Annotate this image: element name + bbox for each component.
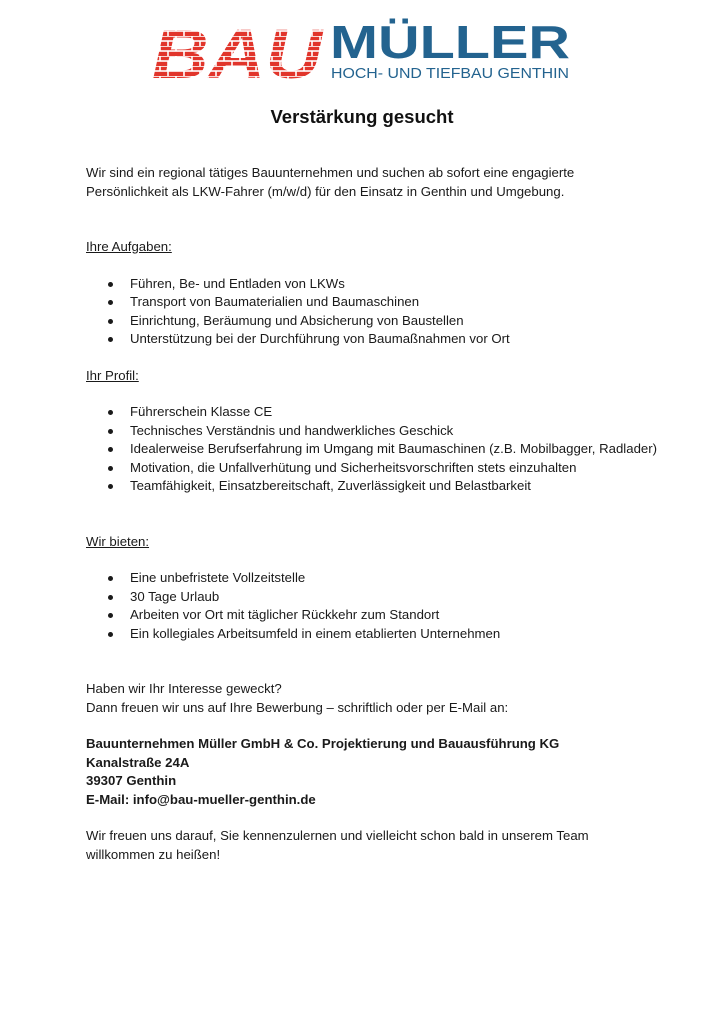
outro-line: Wir freuen uns darauf, Sie kennenzulernen und vielleicht schon bald in unserem Team bbox=[86, 828, 589, 843]
closing-line: Haben wir Ihr Interesse geweckt? bbox=[86, 681, 282, 696]
logo-word-bau: BAU bbox=[152, 16, 324, 86]
list-item: Eine unbefristete Vollzeitstelle bbox=[108, 569, 686, 588]
contact-company: Bauunternehmen Müller GmbH & Co. Projektierung und Bauausführung KG bbox=[86, 736, 560, 751]
profile-heading: Ihr Profil: bbox=[86, 367, 139, 383]
closing-line: Dann freuen wir uns auf Ihre Bewerbung – schriftlich oder per E-Mail an: bbox=[86, 699, 509, 715]
list-item: Führen, Be- und Entladen von LKWs bbox=[108, 275, 686, 294]
list-item: Transport von Baumaterialien und Baumaschinen bbox=[108, 293, 686, 312]
list-item: 30 Tage Urlaub bbox=[108, 588, 686, 607]
list-item: Ein kollegiales Arbeitsumfeld in einem etablierten Unternehmen bbox=[108, 625, 686, 644]
contact-street: Kanalstraße 24A bbox=[86, 754, 190, 770]
outro-line: willkommen zu heißen! bbox=[86, 846, 221, 862]
outro-paragraph bbox=[86, 827, 686, 864]
tasks-list bbox=[86, 275, 686, 349]
intro-line: Persönlichkeit als LKW-Fahrer (m/w/d) für den Einsatz in Genthin und Umgebung. bbox=[86, 183, 565, 199]
logo-word-mueller: MÜLLER bbox=[330, 16, 570, 68]
company-logo bbox=[152, 16, 572, 86]
profile-list bbox=[86, 403, 686, 496]
list-item: Arbeiten vor Ort mit täglicher Rückkehr zum Standort bbox=[108, 606, 686, 625]
list-item: Einrichtung, Beräumung und Absicherung von Baustellen bbox=[108, 312, 686, 331]
intro-paragraph bbox=[86, 164, 686, 201]
contact-email[interactable]: E-Mail: info@bau-mueller-genthin.de bbox=[86, 791, 316, 807]
contact-city: 39307 Genthin bbox=[86, 773, 177, 788]
list-item: Technisches Verständnis und handwerkliches Geschick bbox=[108, 422, 686, 441]
job-ad-body bbox=[86, 164, 686, 864]
list-item: Teamfähigkeit, Einsatzbereitschaft, Zuverlässigkeit und Belastbarkeit bbox=[108, 477, 686, 496]
list-item: Unterstützung bei der Durchführung von Baumaßnahmen vor Ort bbox=[108, 330, 686, 349]
offer-list bbox=[86, 569, 686, 643]
offer-heading: Wir bieten: bbox=[86, 533, 150, 549]
intro-line: Wir sind ein regional tätiges Bauunternehmen und suchen ab sofort eine engagierte bbox=[86, 165, 575, 180]
page-title: Verstärkung gesucht bbox=[270, 106, 454, 127]
list-item: Führerschein Klasse CE bbox=[108, 403, 686, 422]
contact-block bbox=[86, 735, 686, 809]
logo-tagline: HOCH- UND TIEFBAU GENTHIN bbox=[331, 66, 569, 82]
list-item: Idealerweise Berufserfahrung im Umgang mit Baumaschinen (z.B. Mobilbagger, Radlader) bbox=[108, 440, 686, 459]
tasks-heading: Ihre Aufgaben: bbox=[86, 239, 172, 254]
list-item: Motivation, die Unfallverhütung und Sicherheitsvorschriften stets einzuhalten bbox=[108, 459, 686, 478]
closing-paragraph bbox=[86, 680, 686, 717]
